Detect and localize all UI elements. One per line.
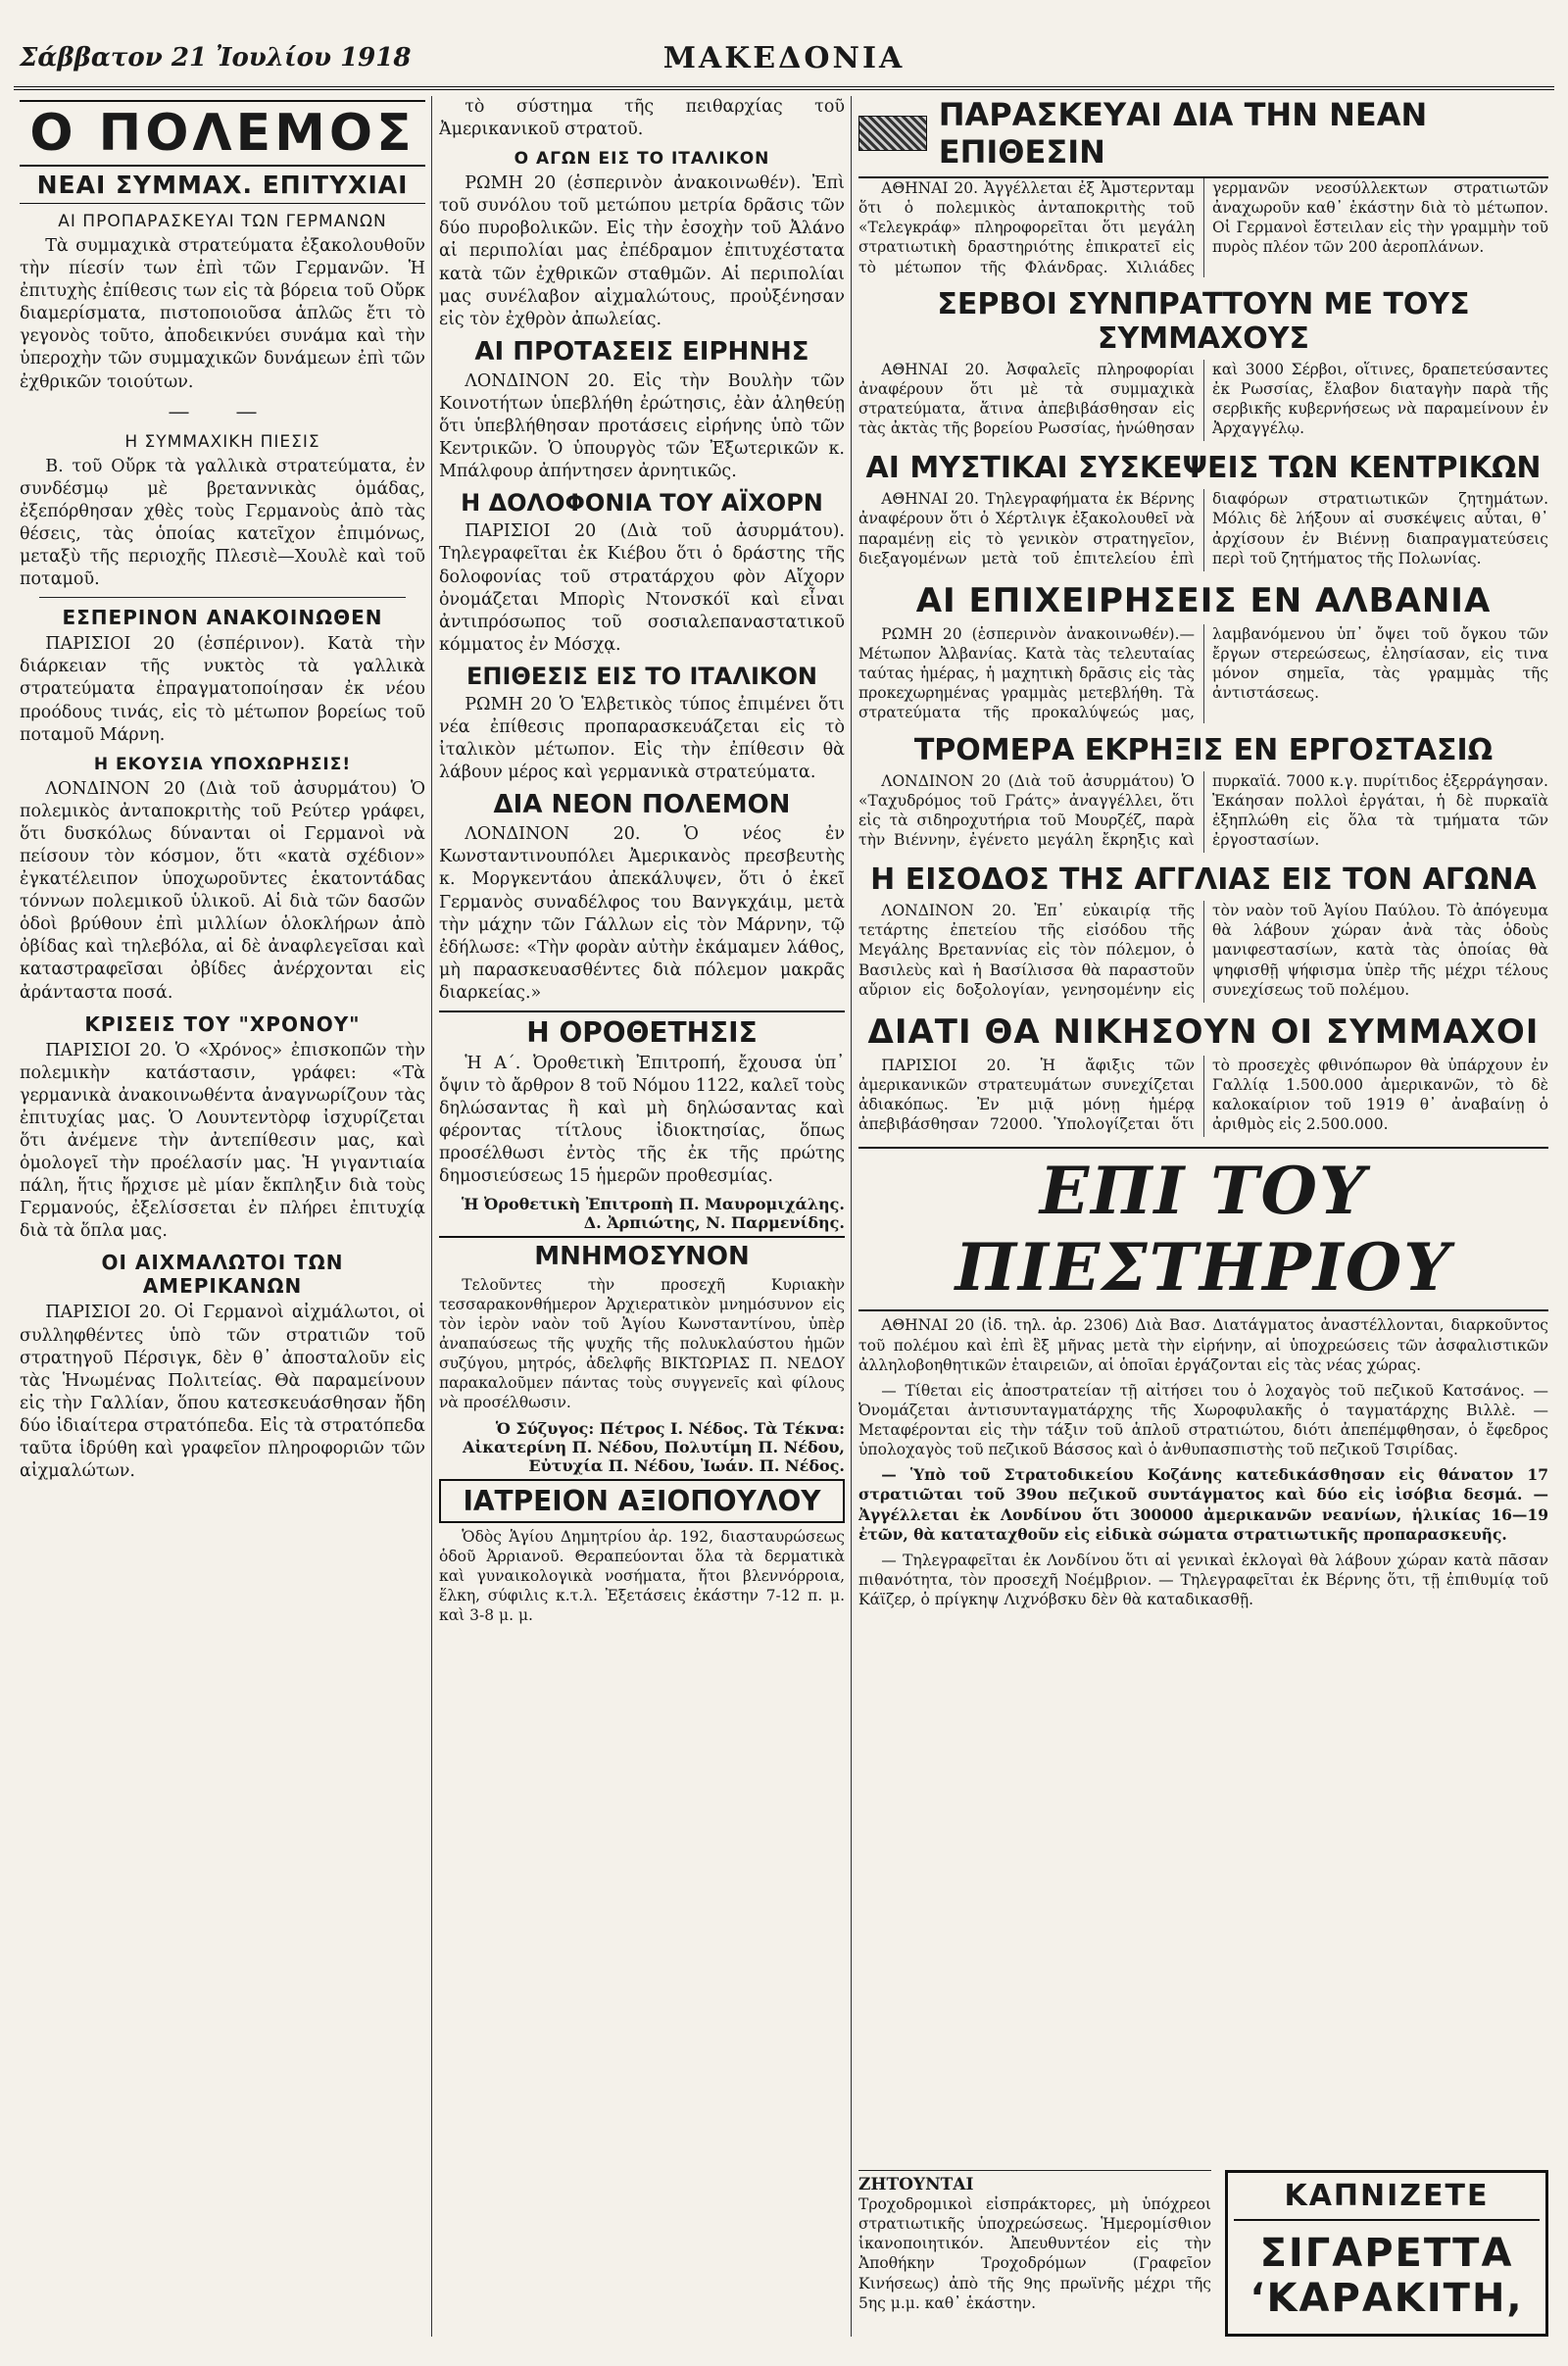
section-title: Η ΟΡΟΘΕΤΗΣΙΣ (439, 1010, 845, 1049)
banner-headline: ΠΑΡΑΣΚΕΥΑΙ ΔΙΑ ΤΗΝ ΝΕΑΝ ΕΠΙΘΕΣΙΝ (938, 96, 1428, 171)
ornament-divider: — — (168, 399, 277, 424)
article-text: — Ὑπὸ τοῦ Στρατοδικείου Κοζάνης κατεδικάσθησαν εἰς θάνατον 17 στρατιῶται τοῦ 39ου πεζικοῦ συντάγματος καὶ δύο εἰς ἰσόβια δεσμά. — Ἀγγέλλεται ἐκ Λονδίνου ὅτι 300000 ἀμερικανῶν νεανίων, ἡλικίας 16—19 ἐτῶν, θὰ καταταχθοῦν εἰς εἰδικὰ σώματα στρατιωτικῆς προπαρασκευῆς. (858, 1465, 1548, 1544)
section-title: Η ΕΙΣΟΔΟΣ ΤΗΣ ΑΓΓΛΙΑΣ ΕΙΣ ΤΟΝ ΑΓΩΝΑ (870, 863, 1537, 898)
article-text: ΑΘΗΝΑΙ 20. Τηλεγραφήματα ἐκ Βέρνης ἀναφέρουν ὅτι ὁ Χέρτλιγκ ἐξακολουθεῖ νὰ παραμένῃ εἰς τὸ γενικὸν στρατηγεῖον, διεξαγομένων μετὰ τοῦ ἐπιτελείου ἐπὶ διαφόρων στρατιωτικῶν ζητημάτων. Μόλις δὲ λήξουν αἱ συσκέψεις αὗται, θ᾽ ἀρχίσουν ἐν Βιέννῃ διαπραγματεύσεις περὶ τοῦ ζητήματος τῆς Πολωνίας. (858, 490, 1548, 567)
article-text: ΡΩΜΗ 20 (ἑσπερινὸν ἀνακοινωθέν). Ἐπὶ τοῦ συνόλου τοῦ μετώπου μετρία δρᾶσις τῶν δύο πυροβολικῶν. Εἰς τὴν ἐσοχὴν τοῦ Ἀλάνο αἱ περιπολίαι μας ἐπέδραμον ἐπιτυχέστατα κατὰ τῶν ἐχθρικῶν σταθμῶν. Αἱ περιπολίαι μας συνέλαβον αἰχμαλώτους, προὐξένησαν εἰς τὸν ἐχθρὸν ἀπωλείας. (439, 173, 845, 329)
main-headline: Ο ΠΟΛΕΜΟΣ (20, 100, 425, 167)
section-title: ΤΡΟΜΕΡΑ ΕΚΡΗΞΙΣ ΕΝ ΕΡΓΟΣΤΑΣΙΩ (913, 732, 1494, 767)
section-title: ΟΙ ΑΙΧΜΑΛΩΤΟΙ ΤΩΝ ΑΜΕΡΙΚΑΝΩΝ (101, 1251, 344, 1299)
section-title: ΑΙ ΠΡΟΤΑΣΕΙΣ ΕΙΡΗΝΗΣ (474, 336, 809, 367)
article-text: ΠΑΡΙΣΙΟΙ 20 (Διὰ τοῦ ἀσυρμάτου). Τηλεγραφεῖται ἐκ Κιέβου ὅτι ὁ δράστης τῆς δολοφονίας τοῦ στρατάρχου φὸν Αἴχορν ὀνομάζεται Μπορὶς Ντονσκόϊ καὶ εἶναι ἀντιπρόσωπος τοῦ σοσιαλεπαναστατικοῦ κόμματος ἐν Μόσχᾳ. (439, 521, 845, 655)
newspaper-title: ΜΑΚΕΔΟΝΙΑ (662, 41, 906, 75)
section-title: Η ΕΚΟΥΣΙΑ ΥΠΟΧΩΡΗΣΙΣ! (93, 754, 352, 774)
article-text: ΛΟΝΔΙΝΟΝ 20. Ὁ νέος ἐν Κωνσταντινουπόλει Ἀμερικανὸς πρεσβευτὴς κ. Μοργκεντάου ἀπεκάλυψεν, ὅτι ὁ ἐκεῖ Γερμανὸς συναδέλφος του Βανγκχάιμ, μετὰ τὴν μάχην τῶν Γάλλων εἰς τὸν Μάρνην, τῷ ἐδήλωσε: «Τὴν φορὰν αὐτὴν ἐκάμαμεν λάθος, μὴ παρασκευασθέντες διὰ πόλεμον μακρᾶς διαρκείας.» (439, 824, 845, 1003)
two-column-block (858, 901, 1548, 1003)
section-title: ΚΡΙΣΕΙΣ ΤΟΥ "ΧΡΟΝΟΥ" (84, 1011, 361, 1036)
article-text: τὸ σύστημα τῆς πειθαρχίας τοῦ Ἀμερικανικοῦ στρατοῦ. (439, 97, 845, 140)
two-column-block (858, 360, 1548, 442)
banner (858, 96, 1548, 178)
article-text: ΛΟΝΔΙΝΟΝ 20 (Διὰ τοῦ ἀσυρμάτου) Ὁ «Ταχυδρόμος τοῦ Γράτς» ἀναγγέλλει, ὅτι εἰς τὰ σιδηροχυτήρια τοῦ Μουρζέζ, παρὰ τὴν Βιέννην, ἐγένετο μεγάλη ἔκρηξις καὶ πυρκαϊά. 7000 κ.γ. πυρίτιδος ἐξερράγησαν. Ἐκάησαν πολλοὶ ἐργάται, ἡ δὲ πυρκαϊὰ ἐξηπλώθη εἰς ὅλα τὰ τμήματα τῶν ἐργοστασίων. (858, 771, 1548, 849)
advert-title: ΚΑΠΝΙΖΕΤΕ (1234, 2179, 1540, 2221)
article-text: ΑΘΗΝΑΙ 20 (ἰδ. τηλ. ἀρ. 2306) Διὰ Βασ. Διατάγματος ἀναστέλλονται, διαρκοῦντος τοῦ πολέμου καὶ ἐπὶ ἓξ μῆνας μετὰ τὴν εἰρήνην, αἱ ὑποχρεώσεις τῶν ἀσφαλιστικῶν ἀλληλοβοηθητικῶν ἑταιρειῶν, αἱ ὁποῖαι ἐργάζονται εἰς τὰς νέας χώρας. (858, 1316, 1548, 1374)
article-text: ΡΩΜΗ 20 (ἑσπερινὸν ἀνακοινωθέν).—Μέτωπον Ἀλβανίας. Κατὰ τὰς τελευταίας ταύτας ἡμέρας, ἡ μαχητικὴ δρᾶσις εἰς τὰς προκεχωρημένας γραμμὰς μετεβλήθη. Τὰ στρατεύματα τῆς προκαλύψεώς μας, λαμβανόμενου ὑπ᾽ ὄψει τοῦ ὄγκου τῶν ἔργων στερεώσεως, ἐλησίασαν, εἰς τινα μόνον σημεῖα, τὰς γραμμὰς τῆς ἀντιστάσεως. (858, 624, 1548, 722)
section-title: Η ΣΥΜΜΑΧΙΚΗ ΠΙΕΣΙΣ (124, 431, 320, 452)
cigarette-advert (1225, 2170, 1548, 2337)
section-title: ΕΠΙ ΤΟΥ ΠΙΕΣΤΗΡΙΟΥ (858, 1147, 1548, 1311)
article-text: — Τηλεγραφεῖται ἐκ Λονδίνου ὅτι αἱ γενικαὶ ἐκλογαὶ θὰ λάβουν χώραν κατὰ πᾶσαν πιθανότητα, τὸν προσεχῆ Νοέμβριον. — Τηλεγραφεῖται ἐκ Βέρνης ὅτι, τῇ ἐπιθυμίᾳ τοῦ Κάϊζερ, ὁ πρίγκηψ Λιχνόβσκυ δὲν θὰ καταδικασθῇ. (858, 1551, 1548, 1609)
column-1 (20, 96, 425, 2337)
classified-advert (858, 2170, 1211, 2337)
advert-title: ΙΑΤΡΕΙΟΝ ΑΞΙΟΠΟΥΛΟΥ (439, 1479, 845, 1523)
article-text: ΠΑΡΙΣΙΟΙ 20 (ἑσπέρινον). Κατὰ τὴν διάρκειαν τῆς νυκτὸς τὰ γαλλικὰ στρατεύματα ἐπραγματοποίησαν ἐκ νέου προόδους τινάς, εἰς τὸ μέτωπον βορείως τοῦ ποταμοῦ Μάρνη. (20, 634, 425, 745)
section-title: ΕΠΙΘΕΣΙΣ ΕΙΣ ΤΟ ΙΤΑΛΙΚΟΝ (466, 662, 817, 690)
two-column-block (858, 771, 1548, 854)
signature: Ἡ Ὀροθετικὴ Ἐπιτροπὴ Π. Μαυρομιχάλης. Δ. Ἀρπιώτης, Ν. Παρμενίδης. (461, 1194, 845, 1232)
column-2 (439, 96, 845, 2337)
signature: Ὁ Σύζυγος: Πέτρος Ι. Νέδος. Τὰ Τέκνα: Αἰκατερίνη Π. Νέδου, Πολυτίμη Π. Νέδου, Εὐτυχία Π. Νέδου, Ἰωάν. Π. Νέδος. (463, 1418, 845, 1475)
column-3 (858, 96, 1548, 2337)
sub-headline: ΝΕΑΙ ΣΥΜΜΑΧ. ΕΠΙΤΥΧΙΑΙ (20, 171, 425, 204)
section-title: ΑΙ ΠΡΟΠΑΡΑΣΚΕΥΑΙ ΤΩΝ ΓΕΡΜΑΝΩΝ (58, 212, 387, 231)
column-rule (851, 96, 852, 2337)
column-rule (431, 96, 432, 2337)
article-text: ΠΑΡΙΣΙΟΙ 20. Ἡ ἄφιξις τῶν ἀμερικανικῶν στρατευμάτων συνεχίζεται ἀδιακόπως. Ἐν μιᾷ μόνῃ ἡμέρᾳ ἀπεβιβάσθησαν 72000. Ὑπολογίζεται ὅτι τὸ προσεχὲς φθινόπωρον θὰ ὑπάρχουν ἐν Γαλλίᾳ 1.500.000 ἀμερικανῶν, τὸ δὲ καλοκαίριον τοῦ 1919 θ᾽ ἀναβαίνῃ ὁ ἀριθμὸς εἰς 2.500.000. (858, 1056, 1548, 1134)
article-text: — Τίθεται εἰς ἀποστρατείαν τῇ αἰτήσει του ὁ λοχαγὸς τοῦ πεζικοῦ Κατσάνος. — Ὀνομάζεται ἀντισυνταγματάρχης τῆς Χωροφυλακῆς ὁ ταγματάρχης Βιλλὲ. — Μεταφέρονται εἰς τὴν τάξιν τοῦ ἁπλοῦ στρατιώτου, διότι ἀπεπέμφθησαν, ὁ ἔφεδρος ὑπολοχαγὸς τοῦ πεζικοῦ Βάσσος καὶ ὁ ἀνθυπασπιστὴς τοῦ πεζικοῦ Τσιρίδας. (858, 1381, 1548, 1459)
issue-date: Σάββατον 21 Ἰουλίου 1918 (20, 43, 412, 73)
section-title: ΔΙΑΤΙ ΘΑ ΝΙΚΗΣΟΥΝ ΟΙ ΣΥΜΜΑΧΟΙ (867, 1011, 1540, 1052)
section-title: Ο ΑΓΩΝ ΕΙΣ ΤΟ ΙΤΑΛΙΚΟΝ (514, 149, 770, 170)
masthead (14, 37, 1554, 76)
two-column-block (858, 178, 1548, 277)
two-column-block (858, 489, 1548, 571)
section-title: ΕΣΠΕΡΙΝΟΝ ΑΝΑΚΟΙΝΩΘΕΝ (62, 606, 383, 630)
section-title: Η ΔΟΛΟΦΟΝΙΑ ΤΟΥ ΑΪΧΟΡΝ (461, 489, 823, 518)
section-title: ΣΕΡΒΟΙ ΣΥΝΠΡΑΤΤΟΥΝ ΜΕ ΤΟΥΣ ΣΥΜΜΑΧΟΥΣ (937, 286, 1470, 356)
advert-text: Ὁδὸς Ἁγίου Δημητρίου ἀρ. 192, διασταυρώσεως ὁδοῦ Ἀρριανοῦ. Θεραπεύονται ὅλα τὰ δερματικὰ καὶ γυναικολογικὰ νοσήματα, ἤτοι βλεννόρροια, ἕλκη, σύφιλις κ.τ.λ. Ἐξετάσεις ἐκάστην 7-12 π. μ. καὶ 3-8 μ. μ. (439, 1527, 845, 1625)
two-column-block (858, 624, 1548, 723)
article-text: ΠΑΡΙΣΙΟΙ 20. Ὁ «Χρόνος» ἐπισκοπῶν τὴν πολεμικὴν κατάστασιν, γράφει: «Τὰ γερμανικὰ ἀνακοινωθέντα ἀναγνωρίζουν τὰς ἐπιτυχίας μας. Ὁ Λουντεντὸρφ ἰσχυρίζεται ὅτι ἀνέμενε τὴν ἀντεπίθεσιν μας, καὶ ὁμολογεῖ τὴν προέλασίν μας. Ἡ γιγαντιαία πάλη, ἥτις ἤρχισε μὲ μίαν ἔκπληξιν διὰ τοὺς Γερμανούς, ἐξελίσσεται ἐν πλήρει ἐπιτυχίᾳ διὰ τὰ ὅπλα μας. (20, 1040, 425, 1242)
article-text: ΛΟΝΔΙΝΟΝ 20. Ἐπ᾽ εὐκαιρίᾳ τῆς τετάρτης ἐπετείου τῆς εἰσόδου τῆς Μεγάλης Βρεταννίας εἰς τὸν πόλεμον, ὁ Βασιλεὺς καὶ ἡ Βασίλισσα θὰ παραστοῦν αὔριον εἰς δοξολογίαν, γενησομένην εἰς τὸν ναὸν τοῦ Ἁγίου Παύλου. Τὸ ἀπόγευμα θὰ λάβουν χώραν ἀνὰ τὰς ὁδοὺς μανιφεστασίων, κατὰ τὰς ὁποίας θὰ ψηφισθῇ ψήφισμα ὑπὲρ τῆς μέχρι τέλους συνεχίσεως τοῦ πολέμου. (858, 902, 1548, 999)
article-text: Τὰ συμμαχικὰ στρατεύματα ἐξακολουθοῦν τὴν πίεσίν των ἐπὶ τῶν Γερμανῶν. Ἡ ἐπιτυχὴς ἐπίθεσις των εἰς τὰ βόρεια τοῦ Οὔρκ διαμερίσματα, πιστοποιοῦσα ἁπλῶς ἔτι τὸ γεγονὸς τοῦτο, ἀποδεικνύει συνάμα καὶ τὴν ὑπεροχὴν τῶν συμμαχικῶν δυνάμεων ἐπὶ τῶν ἐχθρικῶν τοιούτων. (20, 236, 425, 392)
advert-title: ΖΗΤΟΥΝΤΑΙ (858, 2175, 974, 2194)
banner-illustration-icon (858, 116, 927, 151)
article-text: ΠΑΡΙΣΙΟΙ 20. Οἱ Γερμανοὶ αἰχμάλωτοι, οἱ συλληφθέντες ὑπὸ τῶν στρατιῶν τοῦ στρατηγοῦ Πέρσιγκ, δὲν θ᾽ ἀποσταλοῦν εἰς τὰς Ἡνωμένας Πολιτείας. Θὰ παραμείνουν εἰς τὴν Γαλλίαν, ὅπου κατεσκευάσθησαν ἤδη δύο ἰδιαίτερα στρατόπεδα. Εἰς τὰ στρατόπεδα ταῦτα ἱδρύθη καὶ γραφεῖον πληροφοριῶν τῶν αἰχμαλώτων. (20, 1303, 425, 1482)
advert-row (858, 2170, 1548, 2337)
article-text: ΛΟΝΔΙΝΟΝ 20. Εἰς τὴν Βουλὴν τῶν Κοινοτήτων ὑπεβλήθη ἐρώτησις, ἐὰν ἀληθεύῃ ὅτι ὑπεβλήθησαν προτάσεις εἰρήνης ὑπὸ τῶν Κεντρικῶν. Ὁ ὑπουργὸς τῶν Ἐξωτερικῶν κ. Μπάλφουρ ἀπήντησεν ἀρνητικῶς. (439, 370, 845, 482)
article-text: Β. τοῦ Οὔρκ τὰ γαλλικὰ στρατεύματα, ἐν συνδέσμῳ μὲ βρεταννικὰς ὁμάδας, ἐξεπόρθησαν χθὲς τοὺς Γερμανοὺς ἀπὸ τὰς θέσεις, τὰς ὁποίας κατεῖχον ἐπιμόνως, μεταξὺ τῆς περιοχῆς Πλεσιὲ—Χουλὲ καὶ τοῦ ποταμοῦ. (20, 456, 425, 590)
section-title: ΑΙ ΕΠΙΧΕΙΡΗΣΕΙΣ ΕΝ ΑΛΒΑΝΙΑ (915, 580, 1492, 620)
article-text: Ἡ Α΄. Ὀροθετικὴ Ἐπιτροπή, ἔχουσα ὑπ᾽ ὄψιν τὸ ἄρθρον 8 τοῦ Νόμου 1122, καλεῖ τοὺς δηλώσαντας ἢ καὶ μὴ δηλώσαντας καὶ φέροντας τίτλους ἰδιοκτησίας, ὅπως προσέλθωσι ἐντὸς τῆς ἐκ τῆς πρώτης δημοσιεύσεως 15 ἡμερῶν προθεσμίας. (439, 1054, 845, 1187)
article-text: ΡΩΜΗ 20 Ὁ Ἑλβετικὸς τύπος ἐπιμένει ὅτι νέα ἐπίθεσις προπαρασκευάζεται εἰς τὸ ἰταλικὸν μέτωπον. Εἰς τὴν ἐπίθεσιν θὰ λάβουν μέρος καὶ γερμανικὰ στρατεύματα. (439, 694, 845, 783)
section-title: ΔΙΑ ΝΕΟΝ ΠΟΛΕΜΟΝ (493, 790, 791, 820)
advert-brand: ΣΙΓΑΡΕΤΤΑ ‘ΚΑΡΑΚΙΤΗ, (1250, 2231, 1524, 2321)
divider (39, 597, 406, 598)
two-column-block (858, 1056, 1548, 1138)
section-title: ΜΝΗΜΟΣΥΝΟΝ (439, 1236, 845, 1271)
advert-text: Τροχοδρομικοὶ εἰσπράκτορες, μὴ ὑπόχρεοι στρατιωτικῆς ὑποχρεώσεως. Ἡμερομίσθιον ἱκανοποιητικόν. Ἀπευθυντέον εἰς τὴν Ἀποθήκην Τροχοδρόμων (Γραφεῖον Κινήσεως) ἀπὸ τῆς 9ης πρωϊνῆς μέχρι τῆς 5ης μ.μ. καθ᾽ ἑκάστην. (858, 2195, 1211, 2312)
masthead-rule (14, 86, 1554, 90)
article-text: Τελοῦντες τὴν προσεχῆ Κυριακὴν τεσσαρακονθήμερον Ἀρχιερατικὸν μνημόσυνον εἰς τὸν ἱερὸν ναὸν τοῦ Ἁγίου Κωνσταντίνου, ὑπὲρ ἀναπαύσεως τῆς ψυχῆς τῆς πολυκλαύστου ἡμῶν συζύγου, μητρός, ἀδελφῆς ΒΙΚΤΩΡΙΑΣ Π. ΝΕΔΟΥ παρακαλοῦμεν πάντας τοὺς συγγενεῖς καὶ φίλους νὰ προσέλθωσιν. (439, 1275, 845, 1412)
section-title: ΑΙ ΜΥΣΤΙΚΑΙ ΣΥΣΚΕΨΕΙΣ ΤΩΝ ΚΕΝΤΡΙΚΩΝ (865, 451, 1542, 486)
article-text: ΛΟΝΔΙΝΟΝ 20 (Διὰ τοῦ ἀσυρμάτου) Ὁ πολεμικὸς ἀνταποκριτὴς τοῦ Ρεύτερ γράφει, ὅτι δυσκόλως δύνανται οἱ Γερμανοὶ νὰ πείσουν τὸν κόσμον, ὅτι «κατὰ σχέδιον» ἐγκατέλειπον ὑποχωροῦντες ἑκατοντάδας τόννων πολεμικοῦ ὑλικοῦ. Αἱ διὰ τῶν δασῶν ὁδοὶ βρύθουν ἐπὶ μιλλίων ὁλοκλήρων ἀπὸ ὀβίδας καὶ τηλεβόλα, αἱ δὲ ἀναφλεγεῖσαι καὶ καταστραφεῖσαι ὀβίδες ἀνέρχονται εἰς ἀράνταστα ποσά. (20, 778, 425, 1003)
article-text: ΑΘΗΝΑΙ 20. Ἀγγέλλεται ἐξ Ἀμστερνταμ ὅτι ὁ πολεμικὸς ἀνταποκριτὴς τοῦ «Τελεγκράφ» πληροφορεῖται ὅτι μεγάλη στρατιωτικὴ δραστηριότης ἐπικρατεῖ εἰς τὸ μέτωπον τῆς Φλάνδρας. Χιλιάδες γερμανῶν νεοσύλλεκτων στρατιωτῶν ἀναχωροῦν καθ᾽ ἑκάστην διὰ τὸ μέτωπον. Οἱ Γερμανοὶ ἔστειλαν εἰς τὴν γραμμὴν τοῦ πυρὸς πλέον τῶν 200 ἀεροπλάνων. (858, 179, 1548, 276)
article-text: ΑΘΗΝΑΙ 20. Ἀσφαλεῖς πληροφορίαι ἀναφέρουν ὅτι μὲ τὰ συμμαχικὰ στρατεύματα, ἅτινα ἀπεβιβάσθησαν εἰς τὰς ἀκτὰς τῆς βορείου Ρωσσίας, ἡνώθησαν καὶ 3000 Σέρβοι, οἵτινες, δραπετεύσαντες ἐκ Ρωσσίας, ἔλαβον διαταγὴν παρὰ τῆς σερβικῆς κυβερνήσεως νὰ παραμείνουν ἐν Ἀρχαγγέλῳ. (858, 360, 1548, 438)
